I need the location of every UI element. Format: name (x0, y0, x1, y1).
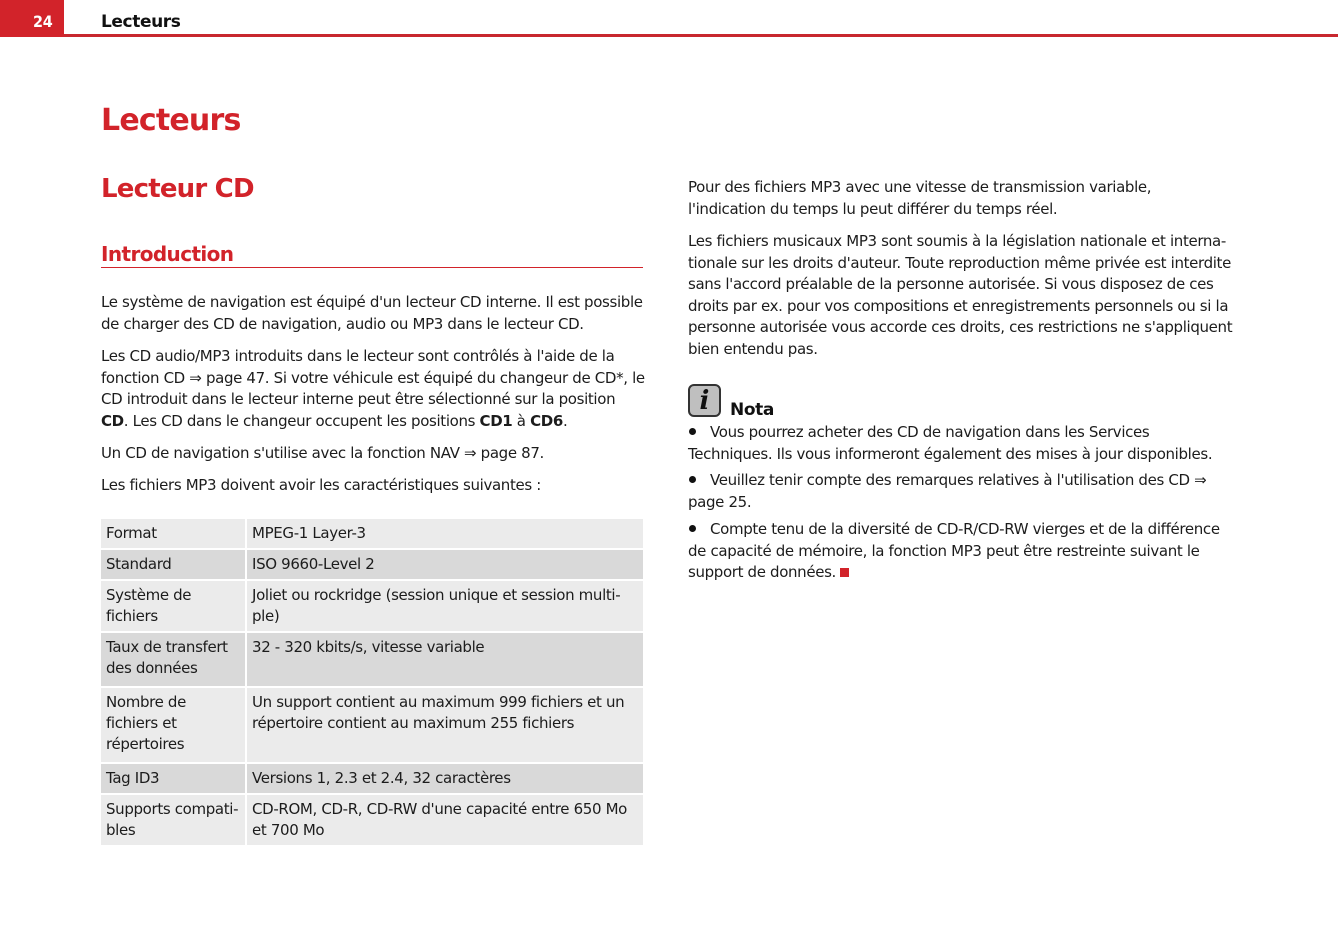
table-row (101, 764, 643, 793)
spec-value: ISO 9660-Level 2 (247, 550, 643, 579)
spec-value: 32 - 320 kbits/s, vitesse variable (247, 633, 643, 686)
nota-label: Nota (730, 400, 774, 420)
cd6-position-label: CD6 (530, 411, 563, 430)
vbr-time-paragraph: Pour des fichiers MP3 avec une vitesse de transmission variable, l'indication du temps lu peut différer du temps réel. (688, 178, 1152, 218)
header-divider (64, 34, 1338, 37)
table-row (101, 581, 643, 631)
table-row (101, 550, 643, 579)
mp3-spec-table (101, 517, 643, 847)
bullet-icon (689, 476, 696, 483)
table-row (101, 688, 643, 762)
nota-item: Veuillez tenir compte des remarques relatives à l'utilisation des CD ⇒ page 25. (688, 471, 1207, 511)
spec-value: Un support contient au maximum 999 fichiers et un répertoire contient au maximum 255 fichiers (247, 688, 643, 762)
nota-heading (688, 383, 774, 420)
page-number: 24 (33, 12, 53, 31)
copyright-paragraph: Les fichiers musicaux MP3 sont soumis à la législation nationale et interna-tionale sur les droits d'auteur. Toute reproduction même privée est interdite sans l'accord préalable de la personne autorisée. Si vous disposez de ces droits par ex. pour vos compositions et enregistrements personnels ou si la personne autorisée vous accorde ces droits, ces restrictions ne s'appliquent bien entendu pas. (688, 232, 1233, 358)
page-header (0, 0, 1338, 38)
spec-key: Tag ID3 (101, 764, 247, 793)
page-number-box (0, 0, 64, 37)
spec-key: Taux de transfert des données (101, 633, 247, 686)
spec-key: Format (101, 519, 247, 548)
spec-value: Joliet ou rockridge (session unique et session multi-ple) (247, 581, 643, 631)
chapter-title: Lecteurs (101, 103, 241, 138)
nota-item: Compte tenu de la diversité de CD-R/CD-RW vierges et de la différence de capacité de mémoire, la fonction MP3 peut être restreinte suivant le support de données. (688, 520, 1220, 581)
spec-key: Nombre de fichiers et répertoires (101, 688, 247, 762)
spec-key: Système de fichiers (101, 581, 247, 631)
table-row (101, 633, 643, 686)
running-title: Lecteurs (101, 12, 181, 32)
table-row (101, 519, 643, 548)
section-title: Lecteur CD (101, 174, 254, 204)
mp3-requirements-intro: Les fichiers MP3 doivent avoir les caractéristiques suivantes : (101, 476, 541, 494)
spec-key: Standard (101, 550, 247, 579)
intro-paragraph: Le système de navigation est équipé d'un lecteur CD interne. Il est possible de charger des CD de navigation, audio ou MP3 dans le lecteur CD. (101, 293, 643, 333)
spec-value: Versions 1, 2.3 et 2.4, 32 caractères (247, 764, 643, 793)
bullet-icon (689, 525, 696, 532)
nota-item: Vous pourrez acheter des CD de navigation dans les Services Techniques. Ils vous informeront également des mises à jour disponibles. (688, 423, 1213, 463)
cd1-position-label: CD1 (479, 411, 513, 430)
cd-function-paragraph: Les CD audio/MP3 introduits dans le lecteur sont contrôlés à l'aide de la fonction CD ⇒ page 47. Si votre véhicule est équipé du changeur de CD*, le CD introduit dans le lecteur interne peut être sélectionné sur la position CD. Les CD dans le changeur occupent les positions CD1 à CD6. (101, 347, 645, 430)
spec-value: CD-ROM, CD-R, CD-RW d'une capacité entre 650 Mo et 700 Mo (247, 795, 643, 845)
table-row (101, 795, 643, 845)
subsection-title: Introduction (101, 242, 234, 266)
info-icon: i (688, 384, 721, 417)
nav-cd-paragraph: Un CD de navigation s'utilise avec la fonction NAV ⇒ page 87. (101, 444, 544, 462)
bullet-icon (689, 428, 696, 435)
spec-key: Supports compati-bles (101, 795, 247, 845)
section-end-icon (840, 568, 849, 577)
spec-value: MPEG-1 Layer-3 (247, 519, 643, 548)
cd-position-label: CD (101, 411, 124, 430)
subsection-divider (101, 267, 643, 268)
